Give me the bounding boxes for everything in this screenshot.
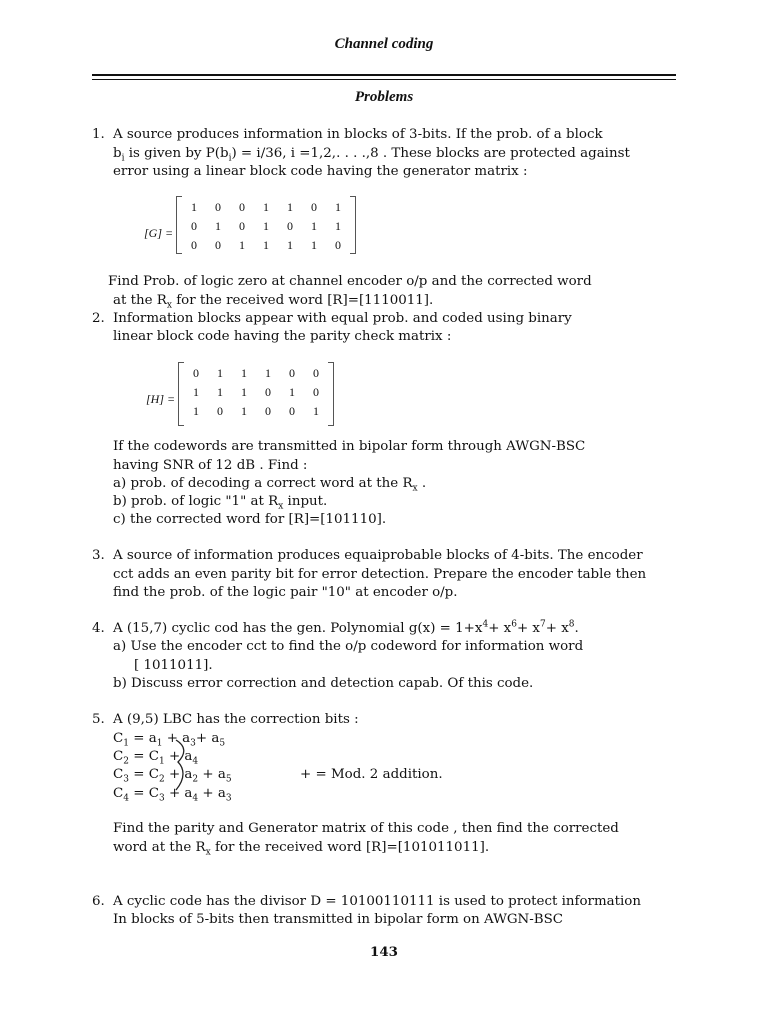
equation-term: = C [128, 749, 159, 764]
matrix-cell: 0 [215, 200, 221, 214]
matrix-cell: 0 [313, 366, 319, 380]
problem-3-line: A source of information produces equaiprobable blocks of 4-bits. The encoder [113, 548, 643, 563]
subscript: 2 [192, 774, 199, 785]
matrix-cell: 0 [191, 238, 197, 252]
equation-term: = a [128, 731, 157, 746]
matrix-cell: 1 [217, 385, 223, 399]
matrix-cell: 1 [239, 238, 245, 252]
matrix-cell: 1 [191, 200, 197, 214]
subscript: 1 [156, 738, 163, 749]
equation-term: + a [164, 786, 193, 801]
matrix-cell: 1 [241, 404, 247, 418]
matrix-cell: 1 [311, 238, 317, 252]
matrix-cell: 0 [191, 219, 197, 233]
equation-term: C [113, 731, 124, 746]
matrix-cell: 1 [289, 385, 295, 399]
equation-term: + a [198, 767, 226, 782]
matrix-cell: 1 [241, 366, 247, 380]
matrix-left-bracket [178, 362, 184, 426]
problem-2-line: linear block code having the parity check matrix : [113, 329, 452, 344]
problem-2-line: If the codewords are transmitted in bipolar form through AWGN-BSC [113, 439, 586, 454]
matrix-cell: 0 [313, 385, 319, 399]
matrix-cell: 1 [311, 219, 317, 233]
problem-5-line: Find the parity and Generator matrix of this code , then find the corrected [113, 821, 619, 836]
mod2-note: + = Mod. 2 addition. [300, 767, 443, 782]
problem-4-number: 4. [92, 621, 105, 636]
problem-4-line: [ 1011011]. [134, 658, 213, 673]
matrix-cell: 1 [193, 385, 199, 399]
subscript: 2 [158, 774, 165, 785]
subscript: 1 [123, 738, 129, 749]
matrix-label: [G] = [144, 226, 174, 240]
header-rule-thin [92, 79, 676, 80]
matrix-cell: 0 [335, 238, 341, 252]
section-title: Problems [354, 89, 414, 105]
parity-check-matrix [146, 362, 346, 424]
subscript: 3 [225, 793, 232, 804]
matrix-cell: 1 [335, 219, 341, 233]
problem-5-number: 5. [92, 712, 105, 727]
matrix-cell: 1 [313, 404, 319, 418]
problem-2-line: c) the corrected word for [R]=[101110]. [113, 512, 387, 527]
equation-term: = C [128, 786, 159, 801]
matrix-cell: 0 [289, 404, 295, 418]
equation-term: + a [164, 749, 193, 764]
equation-term: + a [198, 786, 226, 801]
subscript: 4 [192, 793, 199, 804]
subscript: 3 [190, 738, 196, 749]
subscript: 2 [123, 756, 129, 767]
matrix-label: [H] = [146, 392, 176, 406]
problem-1-line: $b_i$ is given by $P(b_i) = i/36$, i =1,2,. . . .,8 . These blocks are protected against [113, 146, 630, 164]
matrix-cell: 1 [265, 366, 271, 380]
matrix-cell: 1 [287, 238, 293, 252]
generator-matrix [144, 196, 354, 252]
problem-1-line: at the $R_x$ for the received word [R]=[1110011]. [113, 293, 434, 311]
matrix-cell: 0 [215, 238, 221, 252]
problem-2-line: Information blocks appear with equal prob. and coded using binary [113, 311, 572, 326]
equation-term: + a [195, 731, 220, 746]
matrix-cell: 1 [193, 404, 199, 418]
problem-4-line: A (15,7) cyclic cod has the gen. Polynomial $g(x) = 1+x^4+ x^6+ x^7+ x^8$. [113, 619, 579, 636]
problem-5-line: A (9,5) LBC has the correction bits : [113, 712, 359, 727]
matrix-cell: 0 [265, 385, 271, 399]
subscript: 3 [123, 774, 129, 785]
subscript: 4 [192, 756, 199, 767]
subscript: 4 [123, 793, 129, 804]
matrix-cell: 1 [263, 200, 269, 214]
page-header: Channel coding [334, 36, 434, 52]
header-rule-thick [92, 74, 676, 76]
subscript: 1 [158, 756, 165, 767]
equation-term: + a [164, 767, 193, 782]
handwritten-brace [172, 738, 192, 794]
problem-2-line: a) prob. of decoding a correct word at the $R_x$ . [113, 476, 427, 494]
matrix-cell: 0 [287, 219, 293, 233]
matrix-left-bracket [176, 196, 182, 254]
matrix-cell: 1 [215, 219, 221, 233]
problem-1-line: Find Prob. of logic zero at channel encoder o/p and the corrected word [108, 274, 592, 289]
matrix-cell: 0 [193, 366, 199, 380]
equation-term: C [113, 767, 124, 782]
page-number: 143 [370, 944, 398, 960]
problem-6-line: In blocks of 5-bits then transmitted in bipolar form on AWGN-BSC [113, 912, 564, 927]
matrix-cell: 1 [241, 385, 247, 399]
problem-6-line: A cyclic code has the divisor D = 10100110111 is used to protect information [113, 894, 641, 909]
matrix-cell: 1 [263, 219, 269, 233]
problem-3-number: 3. [92, 548, 105, 563]
matrix-cell: 1 [335, 200, 341, 214]
matrix-cell: 0 [239, 200, 245, 214]
problem-1-number: 1. [92, 127, 105, 142]
problem-2-number: 2. [92, 311, 105, 326]
problem-4-line: a) Use the encoder cct to find the o/p codeword for information word [113, 639, 584, 654]
matrix-cell: 0 [289, 366, 295, 380]
problem-2-line: having SNR of 12 dB . Find : [113, 458, 308, 473]
problem-1-line: error using a linear block code having the generator matrix : [113, 164, 528, 179]
matrix-cell: 1 [263, 238, 269, 252]
equation-term: + a [162, 731, 191, 746]
problem-4-line: b) Discuss error correction and detection capab. Of this code. [113, 676, 534, 691]
matrix-cell: 0 [265, 404, 271, 418]
matrix-cell: 0 [217, 404, 223, 418]
equation-term: = C [128, 767, 159, 782]
check-bit-equation [113, 730, 225, 748]
problem-2-line: b) prob. of logic "1" at $R_x$ input. [113, 494, 328, 512]
equation-term: C [113, 749, 124, 764]
equation-term: C [113, 786, 124, 801]
matrix-cell: 1 [287, 200, 293, 214]
matrix-right-bracket [328, 362, 334, 426]
matrix-cell: 1 [217, 366, 223, 380]
problem-3-line: find the prob. of the logic pair "10" at encoder o/p. [113, 585, 458, 600]
subscript: 3 [158, 793, 165, 804]
problem-5-line: word at the $R_x$ for the received word [R]=[101011011]. [113, 840, 490, 858]
matrix-cell: 0 [311, 200, 317, 214]
problem-3-line: cct adds an even parity bit for error detection. Prepare the encoder table then [113, 567, 647, 582]
subscript: 5 [219, 738, 226, 749]
matrix-cell: 0 [239, 219, 245, 233]
subscript: 5 [225, 774, 232, 785]
problem-6-number: 6. [92, 894, 105, 909]
problem-1-line: A source produces information in blocks of 3-bits. If the prob. of a block [113, 127, 603, 142]
matrix-right-bracket [350, 196, 356, 254]
